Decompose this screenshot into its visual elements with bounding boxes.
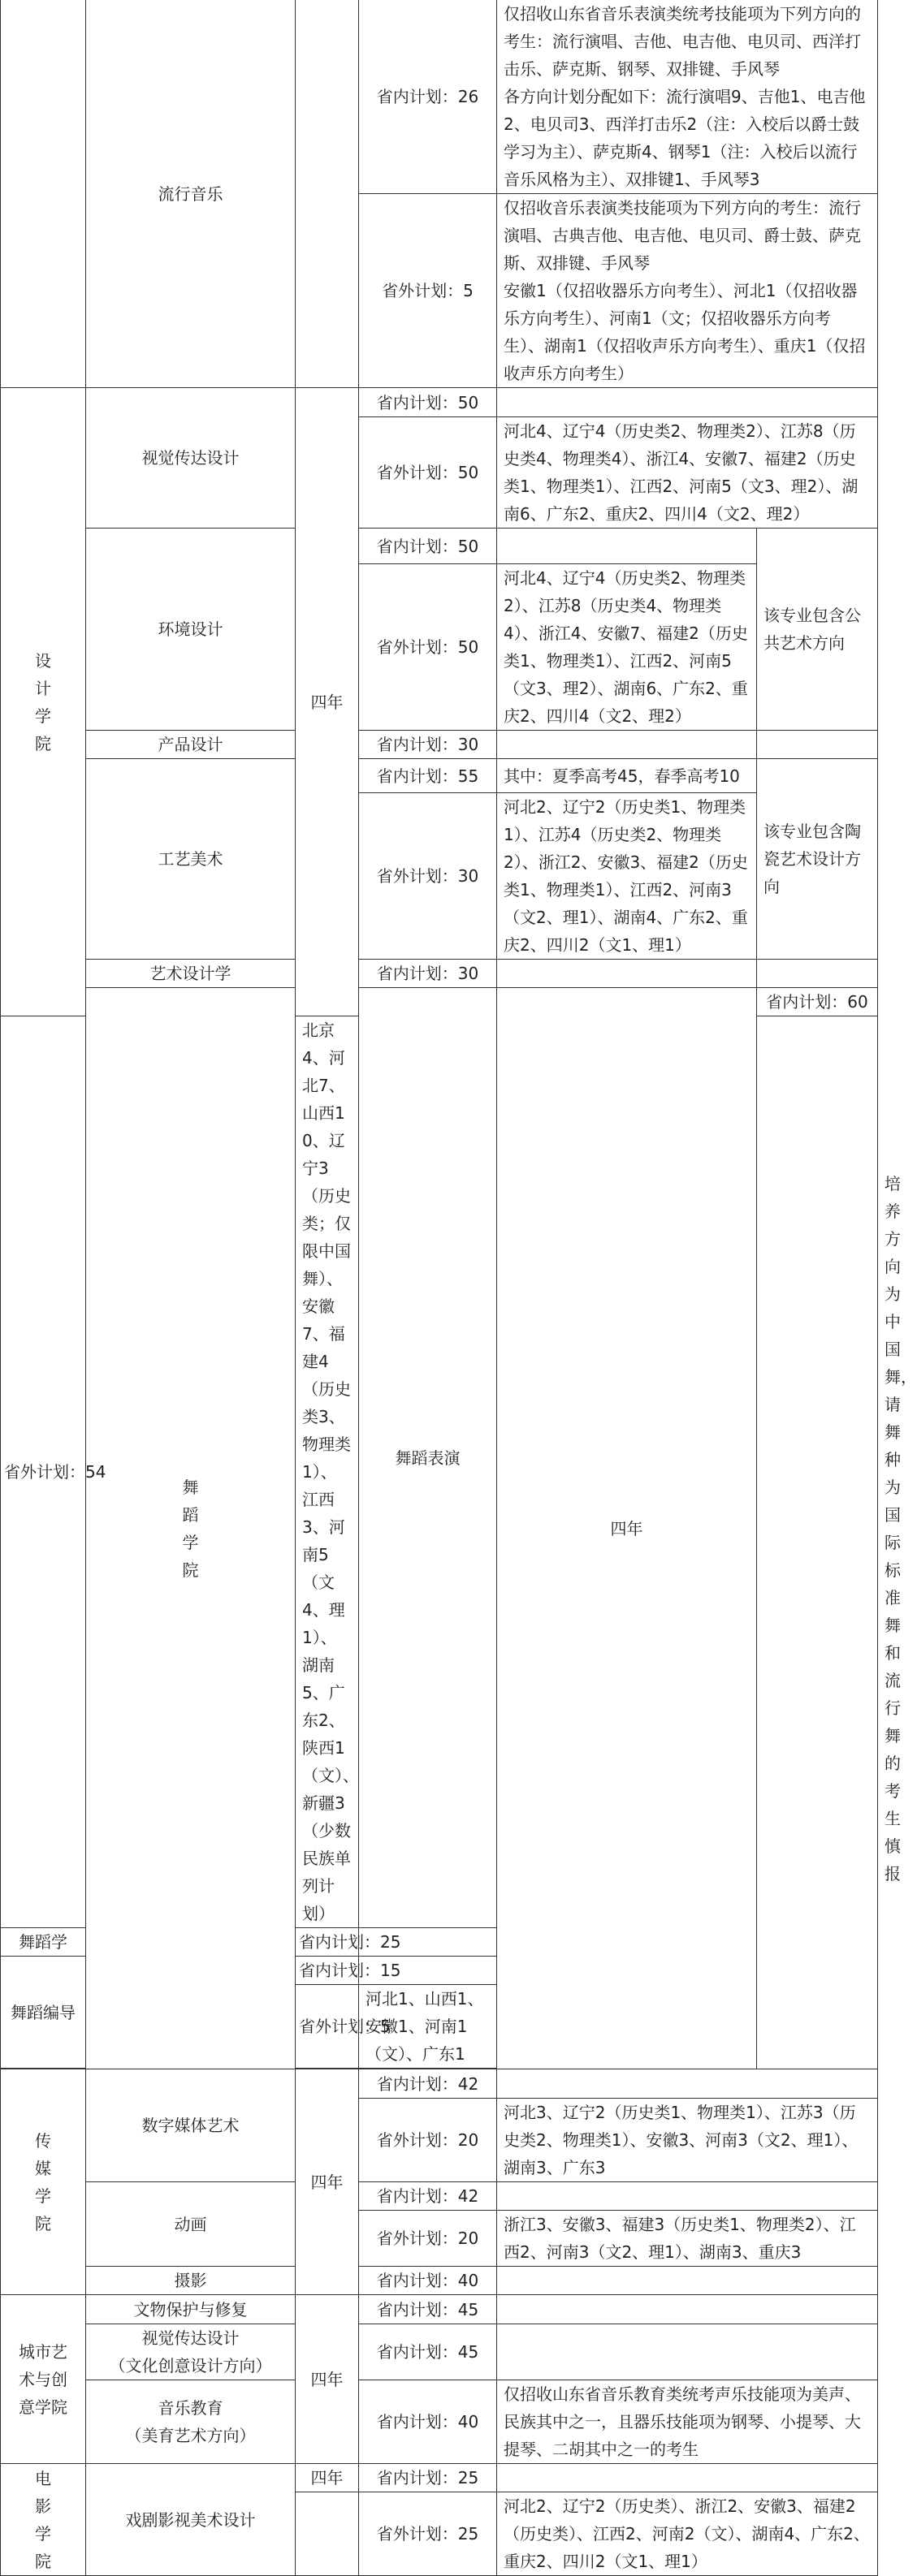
plan-in-stage-design: 省内计划：25: [359, 2464, 497, 2492]
plan-in-relic: 省内计划：45: [359, 2295, 497, 2324]
major-visual-comm: 视觉传达设计: [86, 388, 296, 529]
years-media: 四年: [296, 2069, 359, 2295]
major-dance-studies: 舞蹈学: [1, 1928, 86, 1957]
plan-in-vc: 省内计划：50: [359, 388, 497, 417]
plan-out-stage-design: 省外计划：25: [359, 2492, 497, 2576]
years-dance: 四年: [497, 988, 757, 2069]
years-film: 四年: [296, 2464, 359, 2492]
plan-out-animation: 省外计划：20: [359, 2211, 497, 2267]
note-in-craft: 其中：夏季高考45，春季高考10: [497, 759, 757, 793]
plan-in-photography: 省内计划：40: [359, 2267, 497, 2295]
major-relic-restoration: 文物保护与修复: [86, 2295, 296, 2324]
plan-in-env: 省内计划：50: [359, 529, 497, 564]
major-art-design: 艺术设计学: [86, 960, 296, 988]
note-out-dance-perf: 北京4、河北7、山西10、辽宁3（历史类；仅限中国舞）、安徽7、福建4（历史类3、物理类1）、江西3、河南5（文4、理1）、湖南5、广东2、陕西1（文）、新疆3（少数民族单列计划）: [296, 1016, 359, 1928]
plan-in-product: 省内计划：30: [359, 731, 497, 759]
note-out-animation: 浙江3、安徽3、福建3（历史类1、物理类2）、江西2、河南3（文2、理1）、湖南3、重庆3: [497, 2211, 878, 2267]
note-out-digital-media: 河北3、辽宁2（历史类1、物理类1）、江苏3（历史类2、物理类1）、安徽3、河南3（文2、理1）、湖南3、广东3: [497, 2099, 878, 2182]
plan-out-env: 省外计划：50: [359, 564, 497, 731]
plan-in-visual-comm-cultural: 省内计划：45: [359, 2324, 497, 2380]
plan-in-choreography: 省内计划：15: [296, 1957, 359, 1985]
college-cell-music: [1, 0, 86, 388]
plan-in-animation: 省内计划：42: [359, 2182, 497, 2211]
college-dance: 舞蹈学院: [86, 988, 296, 2069]
note-out-craft: 河北2、辽宁2（历史类1、物理类1）、江苏4（历史类2、物理类2）、浙江2、安徽3、福建2（历史类1、物理类1）、江西2、河南3（文2、理1）、湖南4、广东2、重庆2、四川2（文1、理1）: [497, 793, 757, 960]
plan-out-craft: 省外计划：30: [359, 793, 497, 960]
plan-in-dance-studies: 省内计划：25: [296, 1928, 359, 1957]
plan-out-choreography: 省外计划：5: [296, 1985, 359, 2069]
plan-out-dance-perf: 省外计划：54: [1, 1016, 86, 1928]
years-cell-music: [296, 0, 359, 388]
major-stage-design: 戏剧影视美术设计: [86, 2464, 296, 2576]
plan-in-music-education: 省内计划：40: [359, 2380, 497, 2464]
major-choreography: 舞蹈编导: [1, 1957, 86, 2069]
enrollment-plan-table: 流行音乐 省内计划：26 仅招收山东省音乐表演类统考技能项为下列方向的考生：流行演唱、吉他、电吉他、电贝司、西洋打击乐、萨克斯、钢琴、双排键、手风琴 各方向计划分配如下：流行演唱9、吉他1、电吉他2、电贝司3、西洋打击乐2（注：入校后以爵士鼓学习为主）、萨克斯4、钢琴1（注：入校后以流行音乐风格为主）、双排键1、手风琴3 省外计划：5 仅招收音乐表演类技能项为下列方向的考生：流行演唱、古典吉他、电吉他、电贝司、爵士鼓、萨克斯、双排键、手风琴 安徽1（仅招收器乐方向考生）、河北1（仅招收器乐方向考生）、河南1（文；仅招收器乐方向考生）、湖南1（仅招收声乐方向考生）、重庆1（仅招收声乐方向考生） 设计学院 视觉传达设计 四年 省内计划：50 省外计划：50 河北4、辽宁4（历史类2、物理类2）、江苏8（历史类4、物理类4）、浙江4、安徽7、福建2（历史类1、物理类1）、江西2、河南5（文3、理2）、湖南6、广东2、重庆2、四川4（文2、理2） 环境设计 省内计划：50 该专业包含公共艺术方向 省外计划：50 河北4、辽宁4（历史类2、物理类2）、江苏8（历史类4、物理类4）、浙江4、安徽7、福建2（历史类1、物理类1）、江西2、河南5（文3、理2）、湖南6、广东2、重庆2、四川4（文2、理2） 产品设计 省内计划：30 工艺美术 省内计划：55 其中：夏季高考45，春季高考10 该专业包含陶瓷艺术设计方向 省外计划：30 河北2、辽宁2（历史类1、物理类1）、江苏4（历史类2、物理类2）、浙江2、安徽3、福建2（历史类1、物理类1）、江西2、河南3（文2、理1）、湖南4、广东2、重庆2、四川2（文1、理1） 艺术设计学 省内计划：30 舞蹈学院 舞蹈表演 四年 省内计划：60 培养方向为中国舞，请舞种为国际标准舞和流行舞的考生慎报 省外计划：54 北京4、河北7、山西10、辽宁3（历史类；仅限中国舞）、安徽7、福建4（历史类3、物理类1）、江西3、河南5（文4、理1）、湖南5、广东2、陕西1（文）、新疆3（少数民族单列计划） 舞蹈学 省内计划：25 舞蹈编导 省内计划：15 省外计划：5 河北1、山西1、安徽1、河南1（文）、广东1 传媒学院 数字媒体艺术 四年 省内计划：42 省外计划：20 河北3、辽宁2（历史类1、物理类1）、江苏3（历史类2、物理类1）、安徽3、河南3（文2、理1）、湖南3、广东3 动画 省内计划：42 省外计划：20 浙江3、安徽3、福建3（历史类1、物理类2）、江西2、河南3（文2、理1）、湖南3、重庆3 摄影 省内计划：40 城市艺术与创意学院 文物保护与修复 四年 省内计划：45 视觉传达设计 （文化创意设计方向） 省内计划：45 音乐教育 （美育艺术方向） 省内计划：40 仅招收山东省音乐教育类统考声乐技能项为美声、民族其中之一，且器乐技能项为钢琴、小提琴、大提琴、二胡其中之一的考生 电影学院 戏剧影视美术设计 四年 省内计划：25 省外计划：25 河北2、辽宁2（历史类）、浙江2、安徽3、福建2（历史类）、江西2、河南2（文）、湖南4、广东2、重庆2、四川2（文1、理1）: [0, 0, 878, 2576]
plan-in-art-design: 省内计划：30: [359, 960, 497, 988]
major-environment: 环境设计: [86, 529, 296, 731]
plan-out-digital-media: 省外计划：20: [359, 2099, 497, 2182]
major-photography: 摄影: [86, 2267, 296, 2295]
college-city-art: 城市艺术与创意学院: [1, 2295, 86, 2464]
major-craft: 工艺美术: [86, 759, 296, 960]
plan-out-pop: 省外计划：5: [359, 194, 497, 388]
note-out-pop: 仅招收音乐表演类技能项为下列方向的考生：流行演唱、古典吉他、电吉他、电贝司、爵士鼓、萨克斯、双排键、手风琴 安徽1（仅招收器乐方向考生）、河北1（仅招收器乐方向考生）、河南1（文；仅招收器乐方向考生）、湖南1（仅招收声乐方向考生）、重庆1（仅招收声乐方向考生）: [497, 194, 878, 388]
plan-in-digital-media: 省内计划：42: [359, 2069, 497, 2099]
note-in-pop: 仅招收山东省音乐表演类统考技能项为下列方向的考生：流行演唱、吉他、电吉他、电贝司、西洋打击乐、萨克斯、钢琴、双排键、手风琴 各方向计划分配如下：流行演唱9、吉他1、电吉他2、电贝司3、西洋打击乐2（注：入校后以爵士鼓学习为主）、萨克斯4、钢琴1（注：入校后以流行音乐风格为主）、双排键1、手风琴3: [497, 0, 878, 194]
plan-in-craft: 省内计划：55: [359, 759, 497, 793]
note-in-music-education: 仅招收山东省音乐教育类统考声乐技能项为美声、民族其中之一，且器乐技能项为钢琴、小提琴、大提琴、二胡其中之一的考生: [497, 2380, 878, 2464]
years-design: 四年: [296, 388, 359, 1016]
major-dance-performance: 舞蹈表演: [359, 988, 497, 1928]
major-pop-music: 流行音乐: [86, 0, 296, 388]
college-media: 传媒学院: [1, 2069, 86, 2295]
major-music-education: 音乐教育 （美育艺术方向）: [86, 2380, 296, 2464]
years-city-art: 四年: [296, 2295, 359, 2464]
major-visual-comm-cultural: 视觉传达设计 （文化创意设计方向）: [86, 2324, 296, 2380]
plan-in-pop: 省内计划：26: [359, 0, 497, 194]
plan-in-dance-perf: 省内计划：60: [757, 988, 878, 1016]
college-film: 电影学院: [1, 2464, 86, 2576]
major-digital-media: 数字媒体艺术: [86, 2069, 296, 2182]
major-animation: 动画: [86, 2182, 296, 2267]
note-out-choreography: 河北1、山西1、安徽1、河南1（文）、广东1: [359, 1985, 497, 2069]
remark-craft: 该专业包含陶瓷艺术设计方向: [757, 759, 878, 960]
remark-env: 该专业包含公共艺术方向: [757, 529, 878, 731]
major-product: 产品设计: [86, 731, 296, 759]
note-out-vc: 河北4、辽宁4（历史类2、物理类2）、江苏8（历史类4、物理类4）、浙江4、安徽7、福建2（历史类1、物理类1）、江西2、河南5（文3、理2）、湖南6、广东2、重庆2、四川4（文2、理2）: [497, 417, 878, 529]
note-out-stage-design: 河北2、辽宁2（历史类）、浙江2、安徽3、福建2（历史类）、江西2、河南2（文）、湖南4、广东2、重庆2、四川2（文1、理1）: [497, 2492, 878, 2576]
note-out-env: 河北4、辽宁4（历史类2、物理类2）、江苏8（历史类4、物理类4）、浙江4、安徽7、福建2（历史类1、物理类1）、江西2、河南5（文3、理2）、湖南6、广东2、重庆2、四川4（文2、理2）: [497, 564, 757, 731]
college-design: 设计学院: [1, 388, 86, 1016]
plan-out-vc: 省外计划：50: [359, 417, 497, 529]
